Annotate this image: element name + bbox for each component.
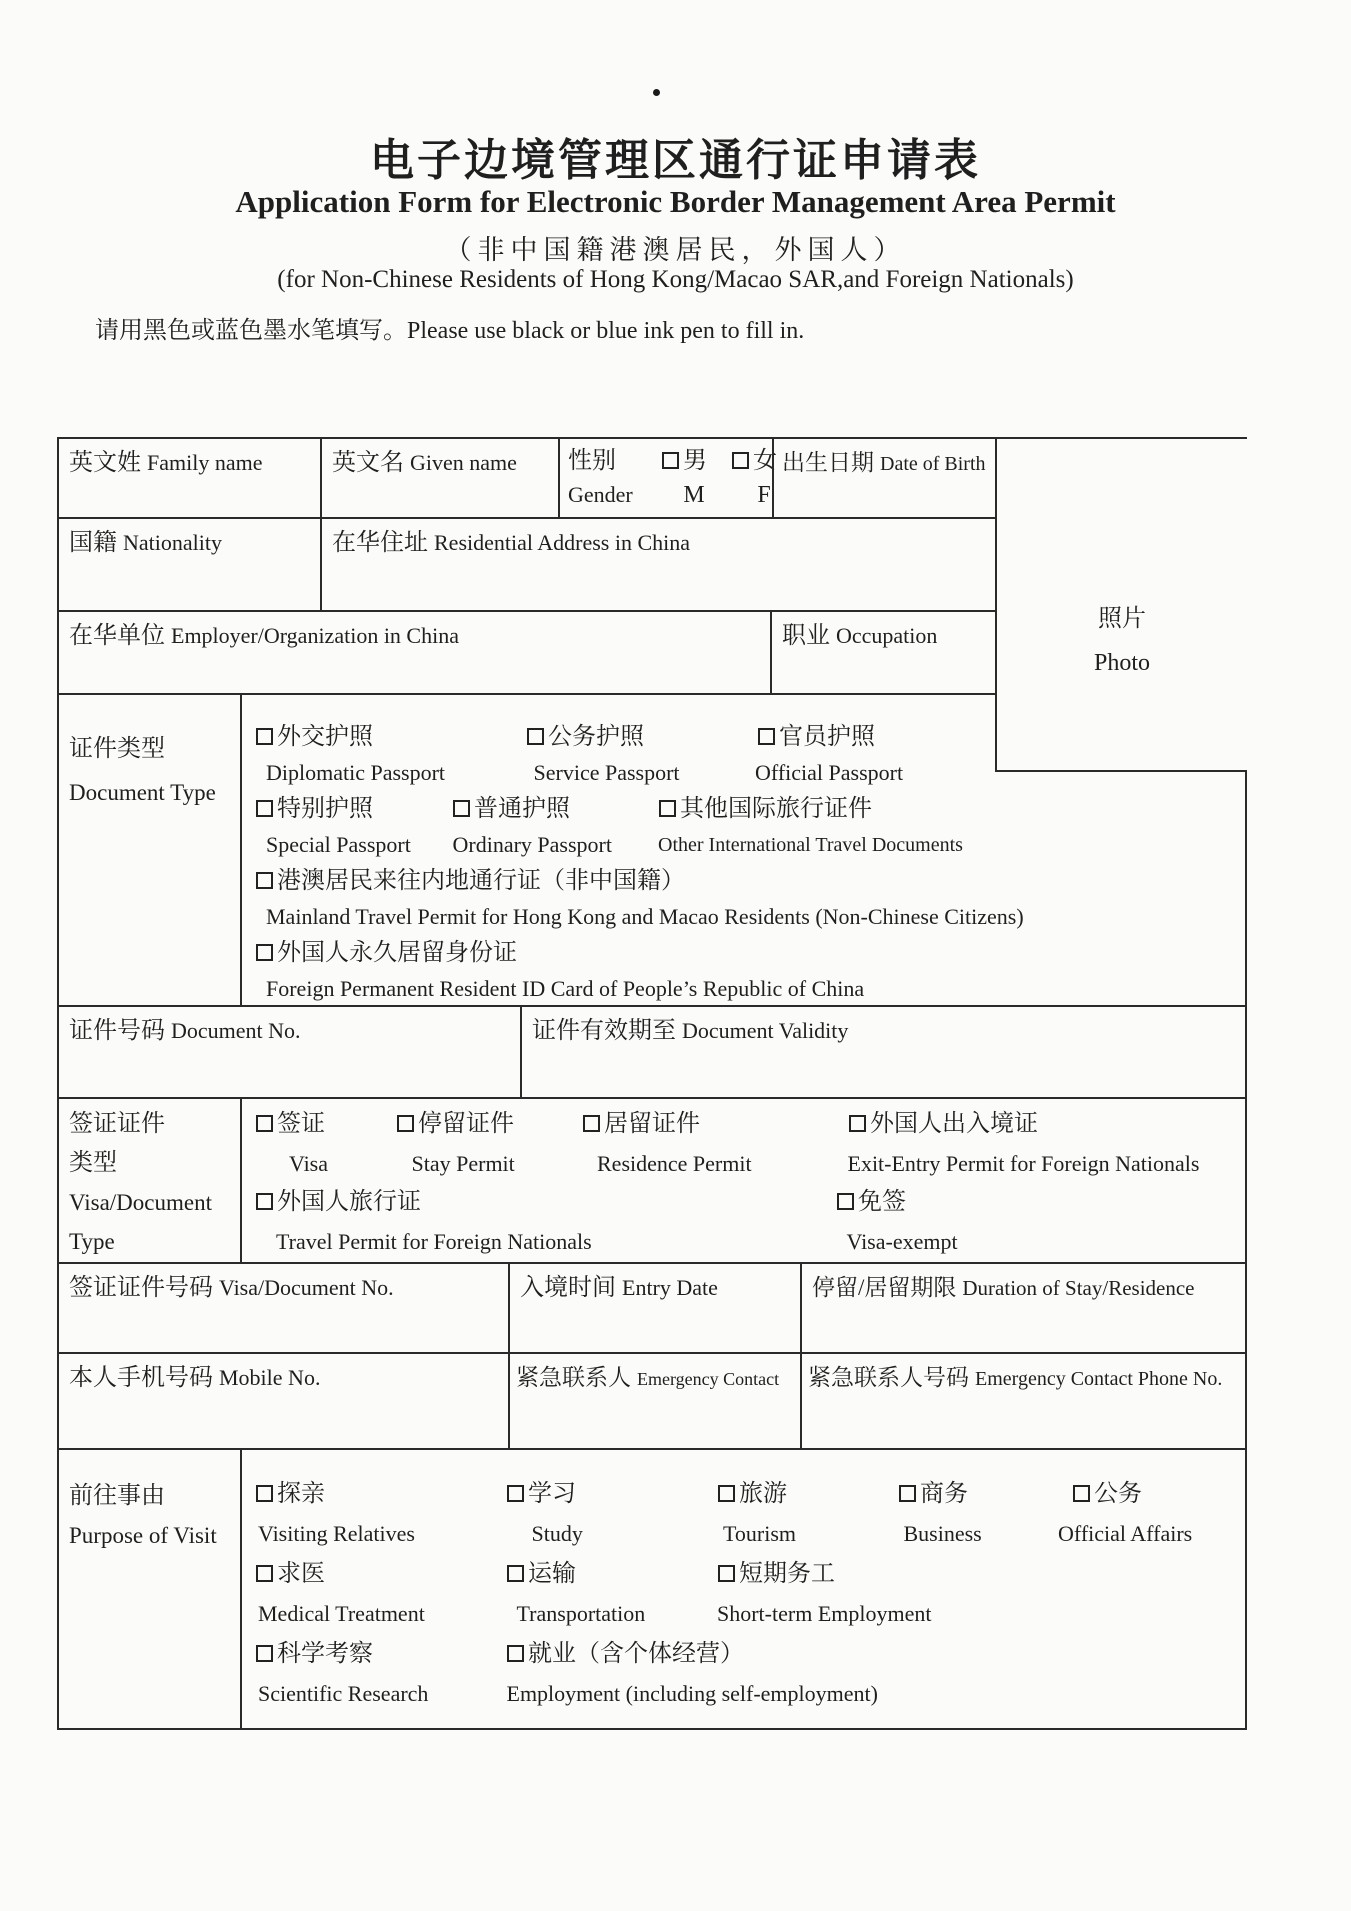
document-type-label-en: Document Type [69, 780, 216, 805]
checkbox-scientific-research[interactable] [256, 1645, 273, 1662]
cell-visa-no [57, 1262, 508, 1352]
option-short-term-employment-en: Short-term Employment [717, 1601, 932, 1626]
photo-label-en: Photo [1093, 650, 1150, 676]
employer-label-en: Employer/Organization in China [171, 623, 459, 648]
document-validity-label-en: Document Validity [682, 1018, 849, 1043]
option-study-en: Study [531, 1521, 583, 1546]
option-visa: 签证 [256, 1105, 391, 1144]
option-official-affairs: 公务 [1073, 1474, 1142, 1514]
option-mainland-travel-permit-en: Mainland Travel Permit for Hong Kong and Macao Residents (Non-Chinese Citizens) [266, 904, 1024, 929]
document-type-label-zh: 证件类型 [69, 736, 165, 762]
page-subtitle-chinese: （非中国籍港澳居民，外国人） [444, 235, 907, 265]
employer-label-zh: 在华单位 [69, 623, 165, 649]
checkbox-stay-permit[interactable] [397, 1115, 414, 1132]
cell-emergency-contact [508, 1352, 800, 1448]
gender-option-male [662, 444, 726, 478]
cell-photo [995, 437, 1247, 772]
mobile-no-label-zh: 本人手机号码 [69, 1365, 213, 1391]
option-visa-exempt: 免签 [837, 1183, 906, 1222]
page-title-chinese: 电子边境管理区通行证申请表 [370, 136, 981, 185]
cell-purpose-options [240, 1448, 1247, 1730]
dob-label-zh: 出生日期 [782, 450, 874, 475]
checkbox-visa[interactable] [256, 1115, 273, 1132]
option-visiting-relatives-en: Visiting Relatives [258, 1521, 415, 1546]
cell-residential-address [320, 517, 995, 610]
given-name-label-zh: 英文名 [332, 450, 404, 476]
option-business: 商务 [899, 1474, 1067, 1514]
checkbox-exit-entry-permit[interactable] [849, 1115, 866, 1132]
option-transportation-en: Transportation [516, 1601, 646, 1626]
option-medical-treatment: 求医 [256, 1554, 501, 1594]
checkbox-employment[interactable] [507, 1645, 524, 1662]
emergency-contact-label-zh: 紧急联系人 [516, 1365, 631, 1390]
option-transportation: 运输 [507, 1554, 712, 1594]
option-business-en: Business [903, 1521, 982, 1546]
option-visa-en: Visa [289, 1151, 329, 1176]
checkbox-travel-permit-foreign-nationals[interactable] [256, 1193, 273, 1210]
male-label-zh: 男 [683, 448, 707, 474]
option-service-passport: 公务护照 [527, 719, 752, 755]
checkbox-transportation[interactable] [507, 1565, 524, 1582]
male-label-en: M [683, 482, 705, 508]
option-exit-entry-permit: 外国人出入境证 [849, 1105, 1038, 1144]
cell-employer [57, 610, 770, 693]
checkbox-mainland-travel-permit[interactable] [256, 872, 273, 889]
family-name-label-zh: 英文姓 [69, 450, 141, 476]
purpose-label-en: Purpose of Visit [69, 1523, 217, 1548]
option-other-travel-documents-en: Other International Travel Documents [658, 834, 963, 856]
option-visiting-relatives: 探亲 [256, 1474, 501, 1514]
family-name-label-en: Family name [147, 450, 263, 475]
photo-label-zh: 照片 [1098, 606, 1146, 632]
address-label-en: Residential Address in China [434, 530, 691, 555]
option-medical-treatment-en: Medical Treatment [258, 1601, 425, 1626]
option-ordinary-passport: 普通护照 [453, 791, 653, 827]
given-name-label-en: Given name [410, 450, 517, 475]
cell-duration [800, 1262, 1247, 1352]
checkbox-other-international-travel-documents[interactable] [659, 800, 676, 817]
duration-label-zh: 停留/居留期限 [812, 1275, 957, 1300]
option-foreign-permanent-resident-id-en: Foreign Permanent Resident ID Card of People’s Republic of China [266, 976, 865, 1001]
nationality-label-zh: 国籍 [69, 530, 117, 556]
cell-nationality [57, 517, 320, 610]
female-label-zh: 女 [753, 448, 777, 474]
cell-document-validity [520, 1005, 1247, 1097]
option-official-passport: 官员护照 [758, 719, 875, 755]
gender-label-en: Gender [568, 482, 633, 507]
checkbox-study[interactable] [507, 1485, 524, 1502]
visa-no-label-en: Visa/Document No. [219, 1275, 394, 1300]
option-special-passport-en: Special Passport [266, 832, 411, 857]
option-scientific-research: 科学考察 [256, 1634, 501, 1674]
document-validity-label-zh: 证件有效期至 [532, 1018, 676, 1044]
checkbox-female[interactable] [732, 452, 749, 469]
option-service-passport-en: Service Passport [533, 760, 680, 785]
checkbox-short-term-employment[interactable] [718, 1565, 735, 1582]
duration-label-en: Duration of Stay/Residence [962, 1276, 1195, 1300]
option-travel-permit-foreign-en: Travel Permit for Foreign Nationals [276, 1229, 592, 1254]
option-exit-entry-permit-en: Exit-Entry Permit for Foreign Nationals [847, 1151, 1200, 1176]
occupation-label-zh: 职业 [782, 623, 830, 649]
cell-date-of-birth [772, 437, 995, 517]
checkbox-special-passport[interactable] [256, 800, 273, 817]
option-foreign-permanent-resident-id: 外国人永久居留身份证 [256, 935, 517, 971]
scan-artifact-dot [653, 89, 660, 96]
cell-document-type-label [57, 693, 240, 1005]
cell-document-no [57, 1005, 520, 1097]
cell-gender [558, 437, 777, 517]
occupation-label-en: Occupation [836, 623, 938, 648]
option-other-travel-documents: 其他国际旅行证件 [659, 791, 872, 827]
female-label-en: F [757, 482, 771, 508]
page-subtitle-english: (for Non-Chinese Residents of Hong Kong/Macao SAR,and Foreign Nationals) [277, 266, 1074, 293]
checkbox-business[interactable] [899, 1485, 916, 1502]
option-ordinary-passport-en: Ordinary Passport [452, 832, 612, 857]
cell-purpose-label [57, 1448, 240, 1730]
option-travel-permit-foreign: 外国人旅行证 [256, 1183, 831, 1222]
application-form-table [57, 437, 1247, 1730]
option-residence-permit: 居留证件 [583, 1105, 843, 1144]
option-employment: 就业（含个体经营） [507, 1634, 744, 1674]
option-visa-exempt-en: Visa-exempt [846, 1229, 958, 1254]
option-stay-permit: 停留证件 [397, 1105, 577, 1144]
emergency-phone-label-zh: 紧急联系人号码 [808, 1365, 969, 1390]
checkbox-visiting-relatives[interactable] [256, 1485, 273, 1502]
entry-date-label-en: Entry Date [622, 1275, 718, 1300]
cell-mobile-no [57, 1352, 508, 1448]
checkbox-ordinary-passport[interactable] [453, 800, 470, 817]
emergency-contact-label-en: Emergency Contact [637, 1369, 780, 1389]
option-residence-permit-en: Residence Permit [597, 1151, 752, 1176]
checkbox-residence-permit[interactable] [583, 1115, 600, 1132]
checkbox-official-affairs[interactable] [1073, 1485, 1090, 1502]
cell-entry-date [508, 1262, 800, 1352]
checkbox-diplomatic-passport[interactable] [256, 728, 273, 745]
entry-date-label-zh: 入境时间 [520, 1275, 616, 1301]
option-official-affairs-en: Official Affairs [1058, 1521, 1193, 1546]
document-no-label-en: Document No. [171, 1018, 301, 1043]
purpose-label-zh: 前往事由 [69, 1483, 165, 1509]
checkbox-official-passport[interactable] [758, 728, 775, 745]
checkbox-medical-treatment[interactable] [256, 1565, 273, 1582]
dob-label-en: Date of Birth [880, 453, 986, 475]
option-tourism-en: Tourism [723, 1521, 797, 1546]
option-special-passport: 特别护照 [256, 791, 447, 827]
cell-emergency-phone [800, 1352, 1247, 1448]
option-diplomatic-passport: 外交护照 [256, 719, 521, 755]
option-official-passport-en: Official Passport [755, 760, 904, 785]
cell-given-name [320, 437, 558, 517]
cell-visa-type-label: 签证证件 类型 Visa/Document Type [57, 1097, 240, 1262]
address-label-zh: 在华住址 [332, 530, 428, 556]
option-short-term-employment: 短期务工 [718, 1554, 835, 1594]
cell-visa-type-options [240, 1097, 1247, 1262]
option-tourism: 旅游 [718, 1474, 893, 1514]
option-study: 学习 [507, 1474, 712, 1514]
checkbox-visa-exempt[interactable] [837, 1193, 854, 1210]
page-title-english: Application Form for Electronic Border Management Area Permit [235, 184, 1116, 219]
emergency-phone-label-en: Emergency Contact Phone No. [975, 1368, 1223, 1390]
checkbox-service-passport[interactable] [527, 728, 544, 745]
option-employment-en: Employment (including self-employment) [506, 1681, 878, 1706]
cell-occupation [770, 610, 995, 693]
fill-in-instruction: 请用黑色或蓝色墨水笔填写。Please use black or blue ink pen to fill in. [95, 318, 805, 344]
gender-label-zh: 性别 [568, 448, 616, 474]
mobile-no-label-en: Mobile No. [219, 1365, 321, 1390]
checkbox-tourism[interactable] [718, 1485, 735, 1502]
nationality-label-en: Nationality [123, 530, 222, 555]
checkbox-foreign-permanent-resident-id[interactable] [256, 944, 273, 961]
option-scientific-research-en: Scientific Research [258, 1681, 429, 1706]
option-stay-permit-en: Stay Permit [411, 1151, 515, 1176]
option-mainland-travel-permit: 港澳居民来往内地通行证（非中国籍） [256, 863, 685, 899]
option-diplomatic-passport-en: Diplomatic Passport [266, 760, 446, 785]
document-no-label-zh: 证件号码 [69, 1018, 165, 1044]
cell-family-name [57, 437, 320, 517]
visa-no-label-zh: 签证证件号码 [69, 1275, 213, 1301]
checkbox-male[interactable] [662, 452, 679, 469]
